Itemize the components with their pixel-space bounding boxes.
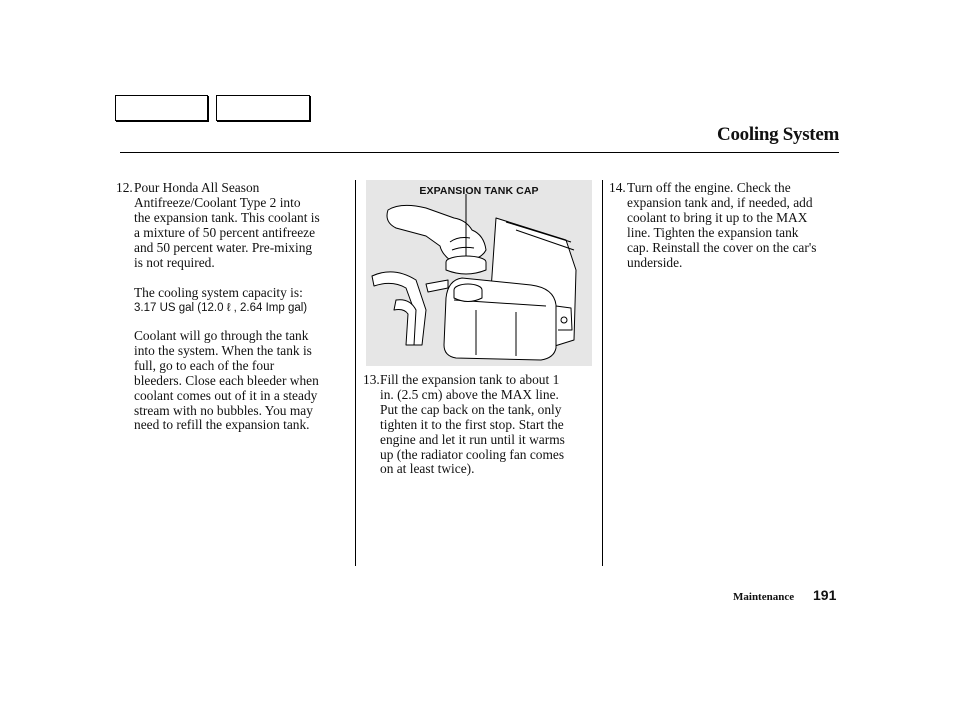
- page-title: Cooling System: [717, 124, 839, 145]
- text-line: tighten it to the first stop. Start the: [380, 416, 564, 432]
- step-number: 14.: [609, 180, 626, 195]
- text-line: underside.: [627, 254, 683, 270]
- text-line: full, go to each of the four: [134, 357, 275, 373]
- text-line: Fill the expansion tank to about 1: [380, 372, 560, 387]
- text-line: a mixture of 50 percent antifreeze: [134, 224, 316, 240]
- step-14-text: [627, 181, 816, 270]
- text-line: Put the cap back on the tank, only: [380, 401, 562, 417]
- footer-section-label: Maintenance: [733, 591, 795, 603]
- step-13: [0, 373, 600, 483]
- step-14: [0, 181, 850, 276]
- header-tab-box-right: [216, 95, 310, 121]
- capacity-value: 3.17 US gal (12.0 ℓ , 2.64 Imp gal): [134, 301, 308, 314]
- text-line: bleeders. Close each bleeder when: [134, 372, 319, 388]
- text-line: stream with no bubbles. You may: [134, 402, 313, 418]
- text-line: coolant comes out of it in a steady: [134, 387, 318, 403]
- text-line: Coolant will go through the tank: [134, 328, 309, 343]
- step-number: 13.: [363, 372, 380, 387]
- text-line: Pour Honda All Season: [134, 180, 260, 195]
- text-line: and 50 percent water. Pre-mixing: [134, 239, 313, 255]
- text-line: Turn off the engine. Check the: [627, 180, 791, 195]
- text-line: up (the radiator cooling fan comes: [380, 446, 565, 462]
- text-line: coolant to bring it up to the MAX: [627, 209, 808, 225]
- figure-label: EXPANSION TANK CAP: [419, 185, 539, 197]
- text-line: The cooling system capacity is:: [134, 285, 303, 300]
- step-12-para-2: [134, 286, 307, 316]
- step-13-text: [380, 373, 565, 477]
- text-line: into the system. When the tank is: [134, 342, 312, 358]
- text-line: expansion tank and, if needed, add: [627, 194, 813, 210]
- header-tab-box-left: [115, 95, 208, 121]
- text-line: in. (2.5 cm) above the MAX line.: [380, 386, 559, 402]
- text-line: engine and let it run until it warms: [380, 431, 565, 447]
- page-number: 191: [813, 587, 837, 603]
- text-line: line. Tighten the expansion tank: [627, 224, 799, 240]
- title-rule: [120, 152, 839, 153]
- text-line: on at least twice).: [380, 461, 475, 477]
- text-line: the expansion tank. This coolant is: [134, 209, 320, 225]
- text-line: Antifreeze/Coolant Type 2 into: [134, 194, 301, 210]
- step-number: 12.: [116, 180, 133, 195]
- text-line: is not required.: [134, 254, 215, 270]
- text-line: cap. Reinstall the cover on the car's: [627, 239, 817, 255]
- text-line: need to refill the expansion tank.: [134, 417, 310, 433]
